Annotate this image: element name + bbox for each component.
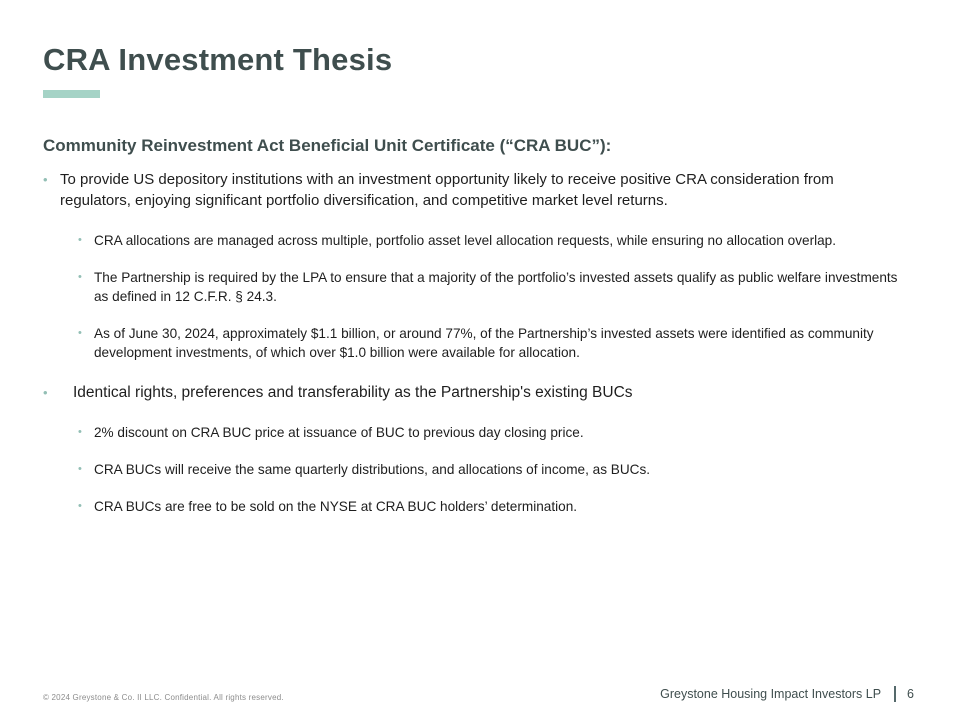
bullet-icon: • xyxy=(78,271,82,283)
title-accent-bar xyxy=(43,90,100,98)
company-name: Greystone Housing Impact Investors LP xyxy=(660,687,882,701)
list-item xyxy=(78,497,917,516)
bullet-text: CRA BUCs will receive the same quarterly distributions, and allocations of income, as BUCs. xyxy=(94,462,651,477)
bullet-text: CRA allocations are managed across multiple, portfolio asset level allocation requests, while ensuring no allocation overlap. xyxy=(94,233,837,248)
list-item xyxy=(43,169,917,211)
bullet-icon: • xyxy=(78,327,82,339)
bullet-text: Identical rights, preferences and transferability as the Partnership's existing BUCs xyxy=(73,384,633,401)
bullet-icon: • xyxy=(78,234,82,246)
list-item xyxy=(43,382,917,403)
slide-body xyxy=(43,136,917,534)
bullet-icon: • xyxy=(43,172,48,187)
page-number: 6 xyxy=(907,687,914,701)
page-title: CRA Investment Thesis xyxy=(43,42,393,77)
footer-right xyxy=(660,686,914,702)
section-heading: Community Reinvestment Act Beneficial Unit Certificate (“CRA BUC”): xyxy=(43,136,612,155)
sub-bullet-group xyxy=(78,231,917,362)
bullet-icon: • xyxy=(78,426,82,438)
list-item xyxy=(78,423,917,442)
bullet-text: The Partnership is required by the LPA to ensure that a majority of the portfolio’s invested assets qualify as public welfare investments as defined in 12 C.F.R. § 24.3. xyxy=(94,270,898,304)
bullet-text: As of June 30, 2024, approximately $1.1 billion, or around 77%, of the Partnership’s invested assets were identified as community development investments, of which over $1.0 billion were available for allocation. xyxy=(94,326,874,360)
bullet-text: To provide US depository institutions with an investment opportunity likely to receive positive CRA consideration from regulators, enjoying significant portfolio diversification, and competitive market level returns. xyxy=(60,171,834,209)
list-item xyxy=(78,231,917,250)
bullet-text: CRA BUCs are free to be sold on the NYSE at CRA BUC holders’ determination. xyxy=(94,499,578,514)
footer-divider xyxy=(894,686,896,702)
bullet-icon: • xyxy=(43,385,48,400)
copyright-text: © 2024 Greystone & Co. II LLC. Confidential. All rights reserved. xyxy=(43,693,284,702)
bullet-text: 2% discount on CRA BUC price at issuance of BUC to previous day closing price. xyxy=(94,425,584,440)
slide-footer xyxy=(43,686,914,702)
sub-bullet-group xyxy=(78,423,917,516)
list-item xyxy=(78,324,917,362)
list-item xyxy=(78,268,917,306)
bullet-icon: • xyxy=(78,500,82,512)
list-item xyxy=(78,460,917,479)
bullet-icon: • xyxy=(78,463,82,475)
